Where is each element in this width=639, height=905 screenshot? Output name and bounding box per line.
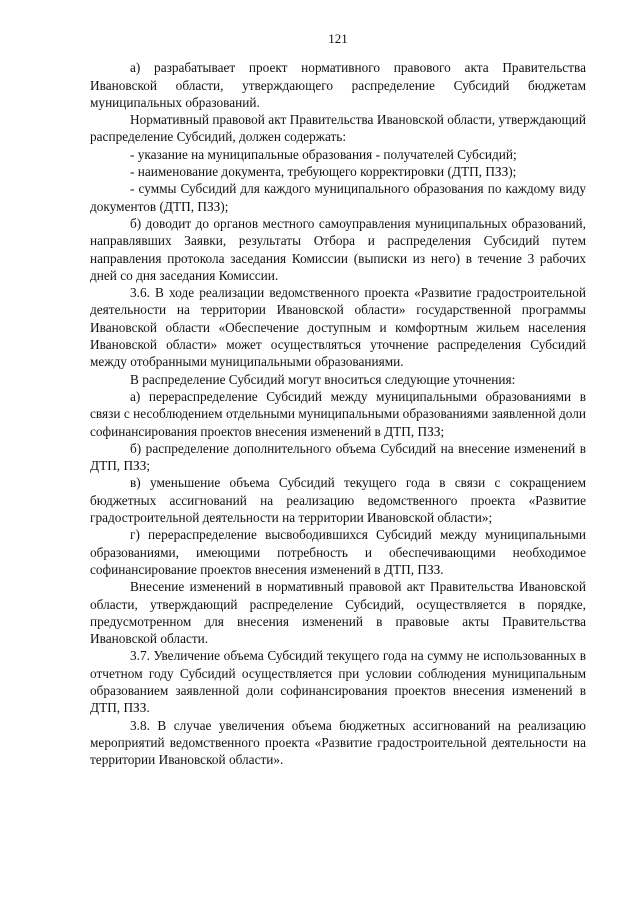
paragraph-3-8: 3.8. В случае увеличения объема бюджетных ассигнований на реализацию мероприятий ведомственного проекта «Развитие градостроительной деятельности на территории Ивановской области». (90, 717, 586, 768)
paragraph-b-notify: б) доводит до органов местного самоуправления муниципальных образований, направлявших Заявки, результаты Отбора и распределения Субсидий путем направления протокола заседания Комиссии (выписки из него) в течение 3 рабочих дней со дня заседания Комиссии. (90, 215, 586, 283)
list-item-recipients: - указание на муниципальные образования - получателей Субсидий; (130, 146, 517, 162)
paragraph-3-7: 3.7. Увеличение объема Субсидий текущего года на сумму не использованных в отчетном году Субсидий осуществляется при условии соблюдения муниципальным образованием заявленной доли софинансирования проектов внесения изменений в ДТП, ПЗЗ. (90, 648, 586, 716)
paragraph-act-contents: Нормативный правовой акт Правительства Ивановской области, утверждающий распределение Субсидий, должен содержать: (90, 112, 586, 145)
paragraph-clarification-b: б) распределение дополнительного объема Субсидий на внесение изменений в ДТП, ПЗЗ; (90, 440, 586, 474)
list-item-document-name: - наименование документа, требующего корректировки (ДТП, ПЗЗ); (130, 164, 517, 180)
paragraph-clarification-v: в) уменьшение объема Субсидий текущего года в связи с сокращением бюджетных ассигнований на реализацию ведомственного проекта «Развитие градостроительной деятельности на территории Ивановской области»; (90, 475, 586, 526)
paragraph-amendments: Внесение изменений в нормативный правовой акт Правительства Ивановской области, утверждающий распределение Субсидий, осуществляется в порядке, предусмотренном для внесения изменений в правовые акты Правительства Ивановской области. (90, 579, 586, 647)
paragraph-clarification-g: г) перераспределение высвободившихся Субсидий между муниципальными образованиями, имеющими потребность и обеспечивающими необходимое софинансирование проектов внесения изменений в ДТП, ПЗЗ. (90, 527, 586, 577)
page-number: 121 (328, 31, 348, 46)
list-item-subsidy-amounts: - суммы Субсидий для каждого муниципального образования по каждому виду документов (ДТП, ПЗЗ); (90, 181, 586, 214)
paragraph-clarifications-intro: В распределение Субсидий могут вноситься следующие уточнения: (130, 371, 516, 387)
paragraph-clarification-a: а) перераспределение Субсидий между муниципальными образованиями в связи с несоблюдением отдельными муниципальными образованиями заявленной доли софинансирования проектов внесения изменений в ДТП, ПЗЗ; (90, 388, 586, 439)
paragraph-3-6: 3.6. В ходе реализации ведомственного проекта «Развитие градостроительной деятельности на территории Ивановской области» государственной программы Ивановской области «Обеспечение доступным и комфортным жильем населения Ивановской области» может осуществляться уточнение распределения Субсидий между отобранными муниципальными образованиями. (90, 285, 586, 370)
paragraph-a-draft-act: а) разрабатывает проект нормативного правового акта Правительства Ивановской области, утверждающего распределение Субсидий бюджетам муниципальных образований. (90, 60, 586, 110)
